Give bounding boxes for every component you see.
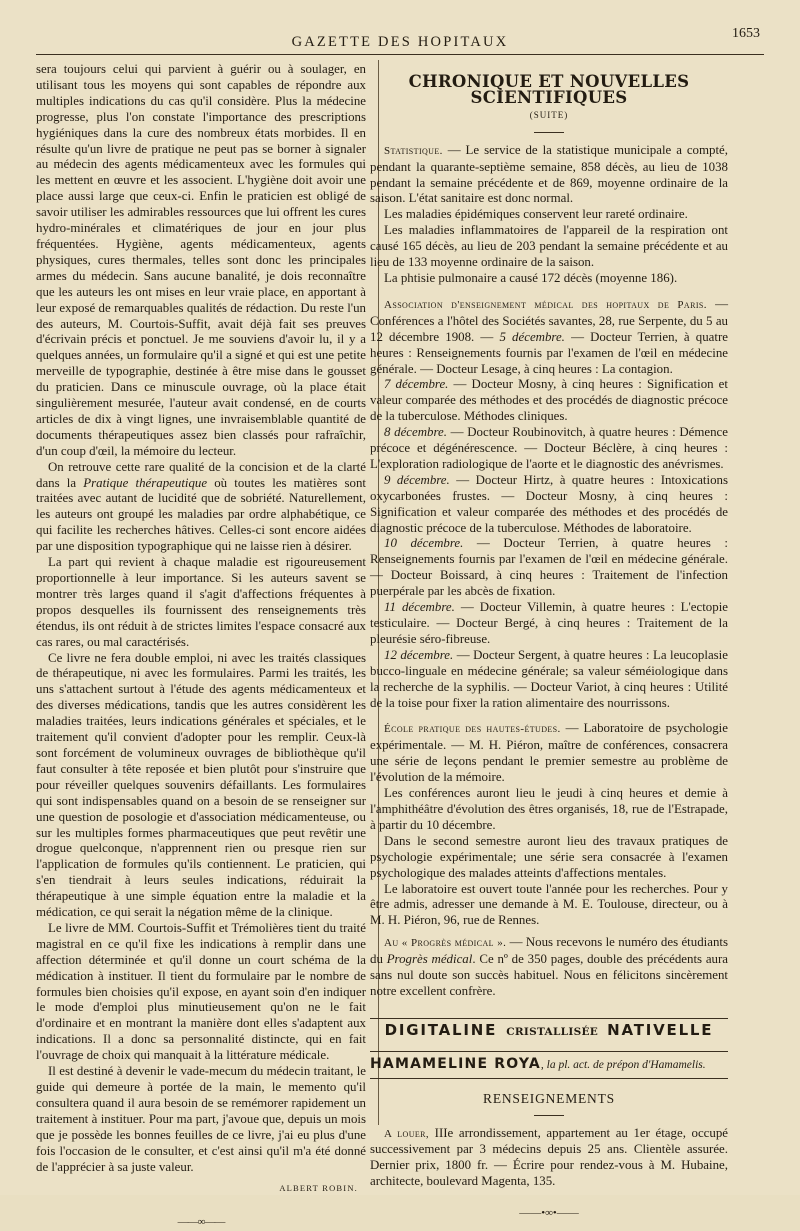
left-paragraph: On retrouve cette rare qualité de la concision et de la clarté dans la Pratique thérapeutique où toutes les matières sont traitées avec autant de lucidité que de sobriété. Naturellement, les auteurs ont groupé les maladies par ordre alphabétique, ce qui facilite les recherches hâtives. Celles-ci sont encore aidées par une disposition typographique qui ne laisse rien à désirer. <box>36 459 366 554</box>
advertisement-digitaline: DIGITALINE CRISTALLISÉE NATIVELLE <box>370 1018 728 1041</box>
page-title: GAZETTE DES HOPITAUX <box>291 34 509 50</box>
page-header <box>0 22 800 52</box>
left-paragraph: Ce livre ne fera double emploi, ni avec les traités classiques de thérapeutique, ni avec les formulaires. Parmi les traités, les uns s'attachent surtout à l'étude des agents médicamenteux et des diverses médications, tandis que les autres considèrent les maladies traitées, leurs indications générales et spéciales, et le traitement qu'il convient d'adopter pour les remplir. Ceux-là sont forcément de volumineux ouvrages de bibliothèque qu'il faut consulter à tête reposée et bien plutôt pour s'instruire que pour réveiller quelques souvenirs défaillants. Les formulaires qui sont indispensables quand on a besoin de se renseigner sur une question de posologie et d'association médicamenteuse, ou sur les multiples formes pharmaceutiques que peut revêtir une drogue quelconque, n'apprennent rien ou presque rien sur l'application de formules qu'ils contiennent. Le praticien, qui s'en tiendrait à leurs seules indications, réduirait la thérapeutique à une simple équation entre la maladie et la médication, ce qui serait la négation même de la clinique. <box>36 650 366 920</box>
left-paragraph: Le livre de MM. Courtois-Suffit et Trémolières tient du traité magistral en ce qu'il fixe les indications à remplir dans une affection déterminée et qu'il donne un court schéma de la médication à instituer. Il tient du formulaire par le nombre de formules bien choisies qu'il expose, en ayant soin d'en indiquer le mode d'emploi plus minutieusement qu'on ne le fait d'ordinaire et en montrant la manière dont elles s'adaptent aux indications. Il a donc sa personnalité distincte, qui en fait l'ouvrage de choix qui manquait à la littérature médicale. <box>36 920 366 1063</box>
statistique-paragraph: La phtisie pulmonaire a causé 172 décès (moyenne 186). <box>384 270 678 285</box>
assoc-item: 11 décembre. — Docteur Villemin, à quatre heures : L'ectopie testiculaire. — Docteur Bergé, à cinq heures : Traitement de la pleurésie séro-fibreuse. <box>370 600 728 646</box>
statistique-paragraph: Les maladies inflammatoires de l'appareil de la respiration ont causé 165 décès, au lieu de 203 pendant la semaine précédente et au lieu de 133 moyenne ordinaire de la saison. <box>370 223 728 270</box>
ecole-paragraph: École pratique des hautes-études. — Laboratoire de psychologie expérimentale. — M. H. Piéron, maître de conférences, consacrera une série de leçons pendant le premier semestre au problème de l'évolution de la mémoire. <box>370 721 728 785</box>
advertisement-hamameline: HAMAMELINE ROYA, la pl. act. de prépon d'Hamamelis. <box>370 1051 728 1079</box>
assoc-item: 12 décembre. — Docteur Sergent, à quatre heures : La leucoplasie bucco-linguale en médecine générale; sa valeur séméiologique dans la recherche de la syphilis. — Docteur Variot, à cinq heures : Utilité de la toise pour fixer la ration alimentaire des nourrissons. <box>370 647 728 710</box>
ecole-paragraph: Le laboratoire est ouvert toute l'année pour les recherches. Pour y être admis, adresser une demande à M. E. Toulouse, directeur, ou à M. H. Piéron, 96, rue de Rennes. <box>370 881 728 928</box>
assoc-item: 10 décembre. — Docteur Terrien, à quatre heures : Renseignements fournis par l'examen de l'œil en médecine générale. — Docteur Boissard, à cinq heures : Traitement de l'infection puerpérale par les abcès de fixation. <box>370 536 728 599</box>
assoc-heading: Association d'enseignement médical des hopitaux de Paris. <box>384 298 707 311</box>
left-paragraph: La part qui revient à chaque maladie est rigoureusement proportionnelle à leur importance. Si les auteurs savent se montrer très larges quand il s'agit d'affections fréquentes à propos desquelles ils fournissent des renseignements très étendus, ils ont réduit à de strictes limites l'espace consacré aux cas rares, ou mal caractérisés. <box>36 555 366 649</box>
short-rule <box>534 132 564 133</box>
ecole-paragraph: Les conférences auront lieu le jeudi à cinq heures et demie à l'amphithéâtre d'évolution des êtres organisés, 18, rue de l'Estrapade, à partir du 10 décembre. <box>370 786 728 832</box>
right-column <box>370 62 728 1222</box>
book-title: Pratique thérapeutique <box>83 475 208 490</box>
left-paragraph: sera toujours celui qui parvient à guérir ou à soulager, en utilisant tous les moyens qui sont capables de répondre aux multiples indications du cas qu'il considère. Plus la médecine progresse, plus l'on constate l'importance des prescriptions hygiéniques dans la cure des nombreux états morbides. Il en résulte qu'un livre de pratique ne peut pas se borner à signaler au médecin des agents médicamenteux avec les formules qui les mettent en œuvre et les associent. L'hygiène doit avoir une place aussi large que ceux-ci. Enfin le praticien est obligé de savoir utiliser les admirables ressources que lui offrent les cures hydro-minérales et climatériques de jour en jour plus fréquentées. Hygiène, agents médicamenteux, agents physiques, cures thermales, telles sont donc les principales armes du médecin. Sans aucune banalité, je dois reconnaître que les auteurs les ont mises en leur vraie place, en apportant à leur exposé de remarquables qualités de rédaction. Du reste l'un des auteurs, M. Courtois-Suffit, avait déjà fait ses preuves d'écrivain précis et ponctuel. Je me souviens d'avoir lu, il y a quelques années, un formulaire qu'il a signé et qui est une petite merveille de typographie, destinée à être mise dans le gousset du praticien. Dans ce minuscule ouvrage, où la place était singulièrement mesurée, l'auteur avait condensé, en de courts articles de dix à vingt lignes, une invraisemblable quantité de documents thérapeutiques assez bien classés pour rafraîchir, d'un coup d'œil, la mémoire du lecteur. <box>36 62 366 458</box>
progres-paragraph: Au « Progrès médical ». — Nous recevons le numéro des étudiants du Progrès médical. Ce nº de 350 pages, double des précédents aura sans nul doute son succès habituel. Nous en félicitons sincèrement notre excellent confrère. <box>370 935 729 998</box>
flourish-ornament: ——∞—— <box>177 1216 225 1229</box>
assoc-item: 9 décembre. — Docteur Hirtz, à quatre heures : Intoxications oxycarbonées frustes. — Docteur Mosny, à cinq heures : Signification et valeur comparée des méthodes et des procédés de diagnostic précoce de la tuberculose. Méthodes de laboratoire. <box>370 472 728 535</box>
header-rule <box>36 54 764 55</box>
progres-heading: Au « Progrès médical ». <box>384 937 507 950</box>
ecole-paragraph: Dans le second semestre auront lieu des travaux pratiques de psychologie expérimentale; une série sera consacrée à l'examen psychologique des malades atteints d'affections mentales. <box>370 833 728 880</box>
author-signature: ALBERT ROBIN. <box>279 1183 358 1194</box>
page-number: 1653 <box>732 26 760 41</box>
left-paragraph: Il est destiné à devenir le vade-mecum du médecin traitant, le guide qui demeure à portée de la main, le memento qu'il consultera quand il aura besoin de se remémorer rapidement un traitement à instituer. Pour ma part, j'avoue que, depuis un mois que je possède les bonnes feuilles de ce livre, j'ai eu plus d'une fois l'occasion de le consulter, et c'est ainsi qu'il m'a été donné de l'apprécier à sa juste valeur. <box>36 1064 366 1174</box>
assoc-paragraph: Association d'enseignement médical des hopitaux de Paris. — Conférences a l'hôtel des Sociétés savantes, 28, rue Serpente, du 5 au 12 décembre 1908. — 5 décembre. — Docteur Terrien, à quatre heures : Renseignements fournis par l'examen de l'œil en médecine générale. — Docteur Lesage, à cinq heures : La contagion. <box>370 296 728 376</box>
flourish-ornament: ——•∞•—— <box>519 1207 579 1220</box>
ecole-heading: École pratique des hautes-études. <box>384 723 561 736</box>
section-title: CHRONIQUE ET NOUVELLES SCIENTIFIQUES <box>408 72 690 107</box>
assoc-item: 7 décembre. — Docteur Mosny, à cinq heures : Signification et valeur comparée des méthodes et des procédés de diagnostic précoce de la tuberculose. Méthodes cliniques. <box>370 377 728 424</box>
assoc-item: 8 décembre. — Docteur Roubinovitch, à quatre heures : Démence précoce et dégénérescence. — Docteur Béclère, à cinq heures : L'exploration radiologique de l'aorte et le diagnostic des anévrismes. <box>370 425 728 471</box>
renseignements-paragraph: A louer, IIIe arrondissement, appartement au 1er étage, occupé successivement par 3 médecins depuis 25 ans. Clientèle assurée. Dernier prix, 1800 fr. — Écrire pour rendez-vous à M. Hubaine, architecte, boulevard Magenta, 135. <box>370 1125 729 1189</box>
statistique-paragraph: Les maladies épidémiques conservent leur rareté ordinaire. <box>384 207 688 222</box>
renseignements-title: RENSEIGNEMENTS <box>483 1090 615 1106</box>
renseignements-heading: A louer, <box>384 1127 430 1140</box>
short-rule <box>534 1115 564 1116</box>
left-column <box>36 62 366 1231</box>
statistique-paragraph: Statistique. — Le service de la statistique municipale a compté, pendant la quarante-septième semaine, 858 décès, au lieu de 1038 pendant la semaine précédente et de 869, moyenne ordinaire de la saison. L'état sanitaire est donc normal. <box>370 142 729 206</box>
statistique-heading: Statistique. <box>384 144 443 157</box>
section-subtitle: (SUITE) <box>529 109 569 120</box>
